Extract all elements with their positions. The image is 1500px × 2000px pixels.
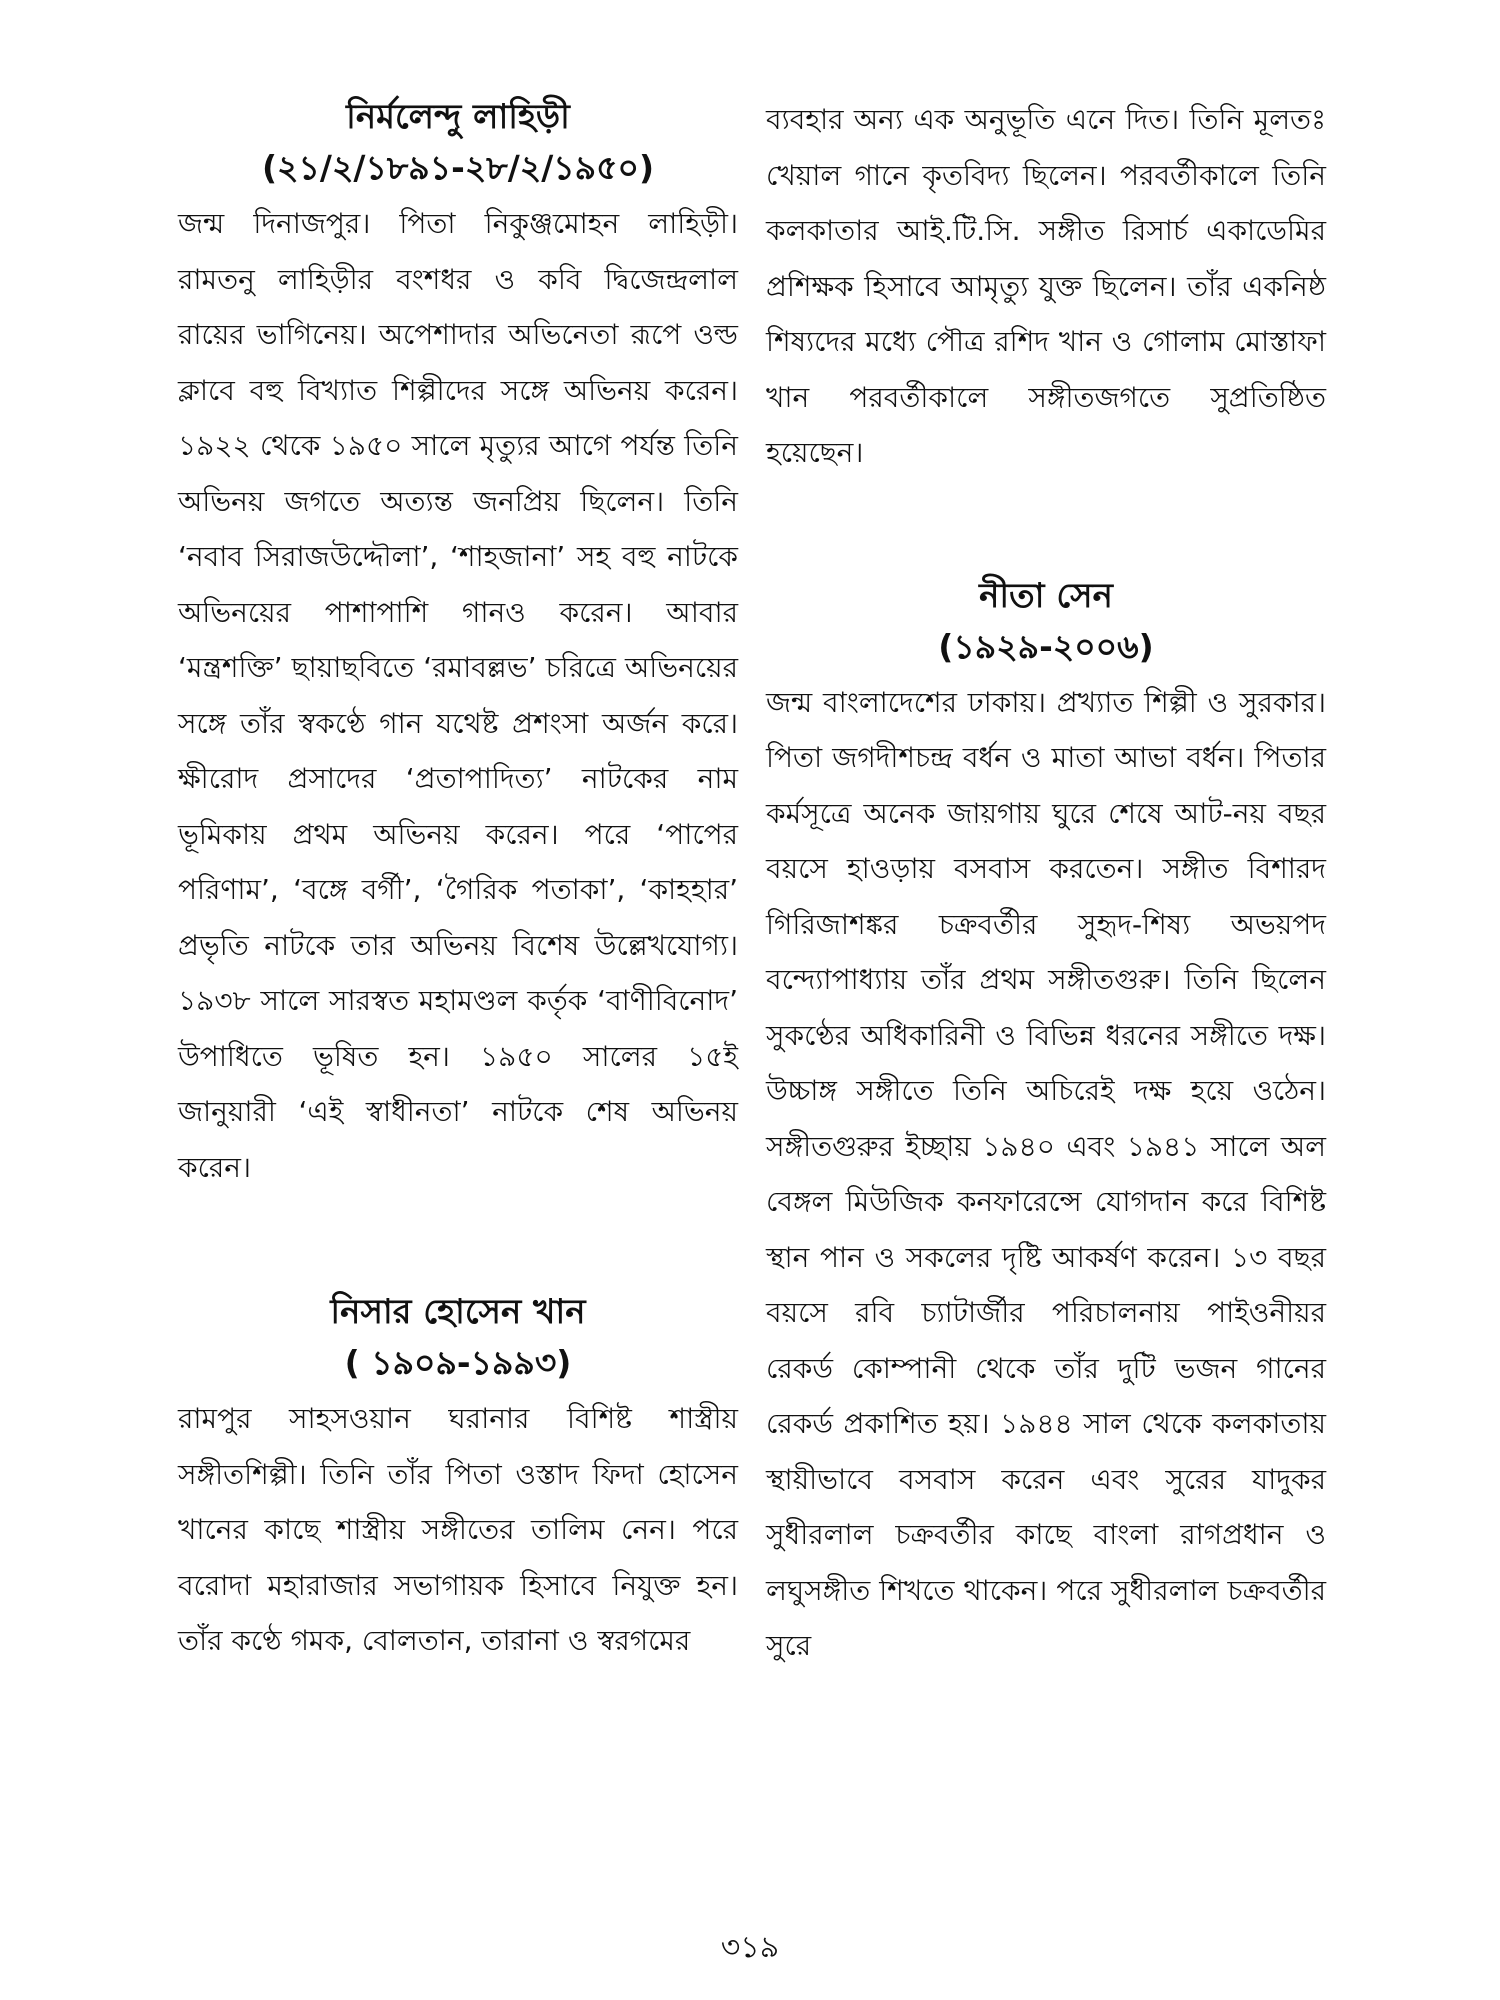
entry-title: নির্মলেন্দু লাহিড়ী — [346, 97, 570, 137]
entry-nisar-hossain-khan — [178, 1287, 738, 1669]
section-spacer — [178, 1195, 738, 1287]
right-column — [766, 92, 1326, 1674]
entry-body: জন্ম বাংলাদেশের ঢাকায়। প্রখ্যাত শিল্পী ও সুরকার। পিতা জগদীশচন্দ্র বর্ধন ও মাতা আভা বর্ধন। পিতার কর্মসূত্রে অনেক জায়গায় ঘুরে শেষে আট-নয় বছর বয়সে হাওড়ায় বসবাস করতেন। সঙ্গীত বিশারদ গিরিজাশঙ্কর চক্রবর্তীর সুহৃদ-শিষ্য অভয়পদ বন্দ্যোপাধ্যায় তাঁর প্রথম সঙ্গীতগুরু। তিনি ছিলেন সুকণ্ঠের অধিকারিনী ও বিভিন্ন ধরনের সঙ্গীতে দক্ষ। উচ্চাঙ্গ সঙ্গীতে তিনি অচিরেই দক্ষ হয়ে ওঠেন। সঙ্গীতগুরুর ইচ্ছায় ১৯৪০ এবং ১৯৪১ সালে অল বেঙ্গল মিউজিক কনফারেন্সে যোগদান করে বিশিষ্ট স্থান পান ও সকলের দৃষ্টি আকর্ষণ করেন। ১৩ বছর বয়সে রবি চ্যাটার্জীর পরিচালনায় পাইওনীয়র রেকর্ড কোম্পানী থেকে তাঁর দুটি ভজন গানের রেকর্ড প্রকাশিত হয়। ১৯৪৪ সাল থেকে কলকাতায় স্থায়ীভাবে বসবাস করেন এবং সুরের যাদুকর সুধীরলাল চক্রবর্তীর কাছে বাংলা রাগপ্রধান ও লঘুসঙ্গীত শিখতে থাকেন। পরে সুধীরলাল চক্রবর্তীর সুরে — [766, 685, 1326, 1662]
entry-dates: (২১/২/১৮৯১-২৮/২/১৯৫০) — [261, 148, 655, 187]
entry-body: জন্ম দিনাজপুর। পিতা নিকুঞ্জমোহন লাহিড়ী। রামতনু লাহিড়ীর বংশধর ও কবি দ্বিজেন্দ্রলাল রায়ের ভাগিনেয়। অপেশাদার অভিনেতা রূপে ওল্ড ক্লাবে বহু বিখ্যাত শিল্পীদের সঙ্গে অভিনয় করেন। ১৯২২ থেকে ১৯৫০ সালে মৃত্যুর আগে পর্যন্ত তিনি অভিনয় জগতে অত্যন্ত জনপ্রিয় ছিলেন। তিনি ‘নবাব সিরাজউদ্দৌলা’, ‘শাহজানা’ সহ বহু নাটকে অভিনয়ের পাশাপাশি গানও করেন। আবার ‘মন্ত্রশক্তি’ ছায়াছবিতে ‘রমাবল্লভ’ চরিত্রে অভিনয়ের সঙ্গে তাঁর স্বকণ্ঠে গান যথেষ্ট প্রশংসা অর্জন করে। ক্ষীরোদ প্রসাদের ‘প্রতাপাদিত্য’ নাটকের নাম ভূমিকায় প্রথম অভিনয় করেন। পরে ‘পাপের পরিণাম’, ‘বঙ্গে বর্গী’, ‘গৈরিক পতাকা’, ‘কাহহার’ প্রভৃতি নাটকে তার অভিনয় বিশেষ উল্লেখযোগ্য। ১৯৩৮ সালে সারস্বত মহামণ্ডল কর্তৃক ‘বাণীবিনোদ’ উপাধিতে ভূষিত হন। ১৯৫০ সালের ১৫ই জানুয়ারী ‘এই স্বাধীনতা’ নাটকে শেষ অভিনয় করেন। — [178, 207, 738, 1184]
entry-body-continued: ব্যবহার অন্য এক অনুভূতি এনে দিত। তিনি মূলতঃ খেয়াল গানে কৃতবিদ্য ছিলেন। পরবর্তীকালে তিনি কলকাতার আই.টি.সি. সঙ্গীত রিসার্চ একাডেমির প্রশিক্ষক হিসাবে আমৃত্যু যুক্ত ছিলেন। তাঁর একনিষ্ঠ শিষ্যদের মধ্যে পৌত্র রশিদ খান ও গোলাম মোস্তাফা খান পরবর্তীকালে সঙ্গীতজগতে সুপ্রতিষ্ঠিত হয়েছেন। — [766, 103, 1326, 469]
entry-nita-sen — [766, 571, 1326, 1674]
entry-title: নিসার হোসেন খান — [330, 1292, 586, 1332]
entry-body: রামপুর সাহসওয়ান ঘরানার বিশিষ্ট শাস্ত্রীয় সঙ্গীতশিল্পী। তিনি তাঁর পিতা ওস্তাদ ফিদা হোসেন খানের কাছে শাস্ত্রীয় সঙ্গীতের তালিম নেন। পরে বরোদা মহারাজার সভাগায়ক হিসাবে নিযুক্ত হন। তাঁর কণ্ঠে গমক, বোলতান, তারানা ও স্বরগমের — [178, 1402, 738, 1657]
left-column — [178, 92, 738, 1669]
section-spacer — [766, 481, 1326, 571]
entry-title: নীতা সেন — [979, 575, 1113, 616]
entry-dates: ( ১৯০৯-১৯৯৩) — [344, 1343, 572, 1382]
page-number: ৩১৯ — [720, 1930, 780, 1965]
entry-nirmalendu-lahiri — [178, 92, 738, 1195]
entry-dates: (১৯২৯-২০০৬) — [938, 626, 1154, 666]
